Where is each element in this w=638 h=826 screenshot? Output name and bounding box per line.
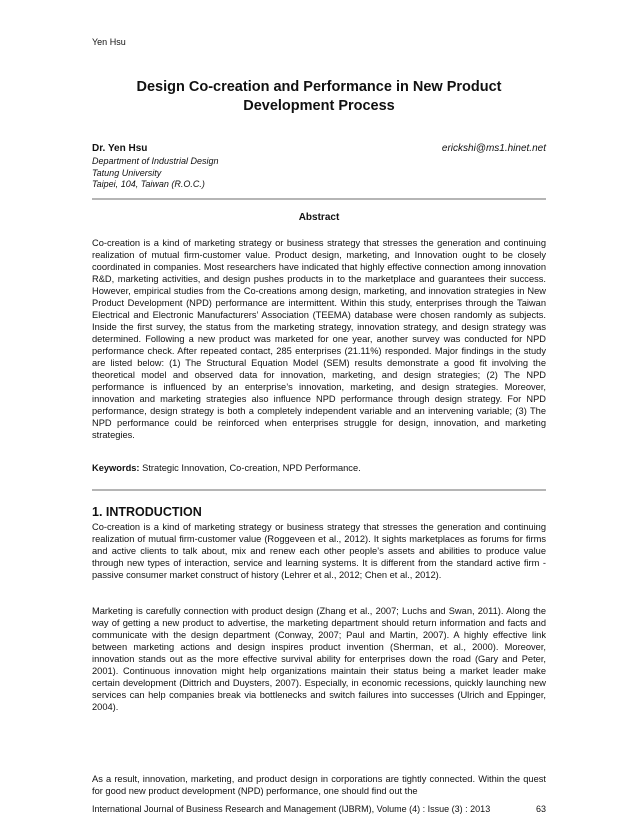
divider-top <box>92 198 546 200</box>
intro-paragraph-3: As a result, innovation, marketing, and product design in corporations are tightly connected. Within the quest for good new product development (NPD) performance, one should find out the <box>92 774 546 796</box>
footer-journal: International Journal of Business Research and Management (IJBRM), Volume (4) : Issue (3) : 2013 <box>92 804 491 814</box>
intro-paragraph-1: Co-creation is a kind of marketing strategy or business strategy that stresses the generation and continuing realization of mutual firm-customer value (Roggeveen et al., 2012). It sights marketplaces as forums for firms and active clients to talk about, mix and renew each other people’s assets and abilities to produce value through new types of interaction, service and learning systems. It is different from the standard active firm - passive consumer market construct of history (Lehrer et al., 2012; Chen et al., 2012). <box>92 522 546 580</box>
abstract-body: Co-creation is a kind of marketing strategy or business strategy that stresses the generation and continuing realization of mutual firm-customer value. Product design, marketing, and Innovation ought to be closely coordinated in companies. Most researchers have indicated that highly effective connection among innovation R&D, marketing activities, and design pushes products in to the marketplace and guarantees their success. However, empirical studies from the Co-creations among design, marketing, and innovation strategies in New Product Development (NPD) performance are intermittent. Within this study, enterprises through the Taiwan Electrical and Electronic Manufacturers’ Association (TEEMA) database were chosen randomly as subjects. Inside the first survey, the status from the marketing strategy, innovation strategy, and design strategy was determined. Following a new product was marketed for one year, another survey was conducted for NPD performance check. After repeated contact, 285 enterprises (21.11%) responded. Major findings in the study are listed below: (1) The Structural Equation Model (SEM) results demonstrate a good fit involving the theoretical model and observed data for innovation, marketing, and design strategies; (2) The NPD performance is influenced by an enterprise’s innovation, marketing, and design strategies. Moreover, innovation and marketing strategies also influence NPD performance through design strategy. For NPD performance, design strategy is both a completely independent variable and an intervening variable; (3) The NPD performance could be reinforced when enterprises struggle for design, innovation, and marketing strategies. <box>92 238 546 440</box>
author-row <box>92 143 546 154</box>
author-email[interactable]: erickshi@ms1.hinet.net <box>441 143 546 154</box>
page-footer <box>92 804 546 814</box>
page-number: 63 <box>535 804 546 814</box>
affiliation-location: Taipei, 104, Taiwan (R.O.C.) <box>92 179 205 189</box>
keywords <box>92 463 546 473</box>
divider-bottom <box>92 489 546 491</box>
keywords-text: Strategic Innovation, Co-creation, NPD Performance. <box>142 463 361 473</box>
author-name: Dr. Yen Hsu <box>92 143 148 154</box>
affiliation-department: Department of Industrial Design <box>92 156 219 166</box>
abstract-heading: Abstract <box>298 212 340 223</box>
author-affiliation <box>92 156 392 191</box>
affiliation-university: Tatung University <box>92 167 162 178</box>
paper-title: Design Co-creation and Performance in New Product Development Process <box>136 79 502 114</box>
section-heading-introduction: 1. INTRODUCTION <box>92 505 202 519</box>
keywords-label: Keywords: <box>92 463 140 473</box>
intro-paragraph-2: Marketing is carefully connection with product design (Zhang et al., 2007; Luchs and Swan, 2011). Along the way of getting a new product to advertise, the marketing department should return information and facts and communicate with the design department (Conway, 2007; Paul and Martin, 2007). A highly effective link between marketing actions and design inspires product invention (Sherman, et al., 2000). Moreover, innovation stands out as the more effective survival ability for enterprises down the road (Gary and Peter, 2001). Continuous innovation might help organizations maintain their status being a market leader make certain development (Dittrich and Duysters, 2007). Especially, in economic recessions, quickly launching new services can help companies break via bottlenecks and switch failures into successes (Ulrich and Eppinger, 2004). <box>92 606 546 712</box>
running-head: Yen Hsu <box>92 37 126 47</box>
